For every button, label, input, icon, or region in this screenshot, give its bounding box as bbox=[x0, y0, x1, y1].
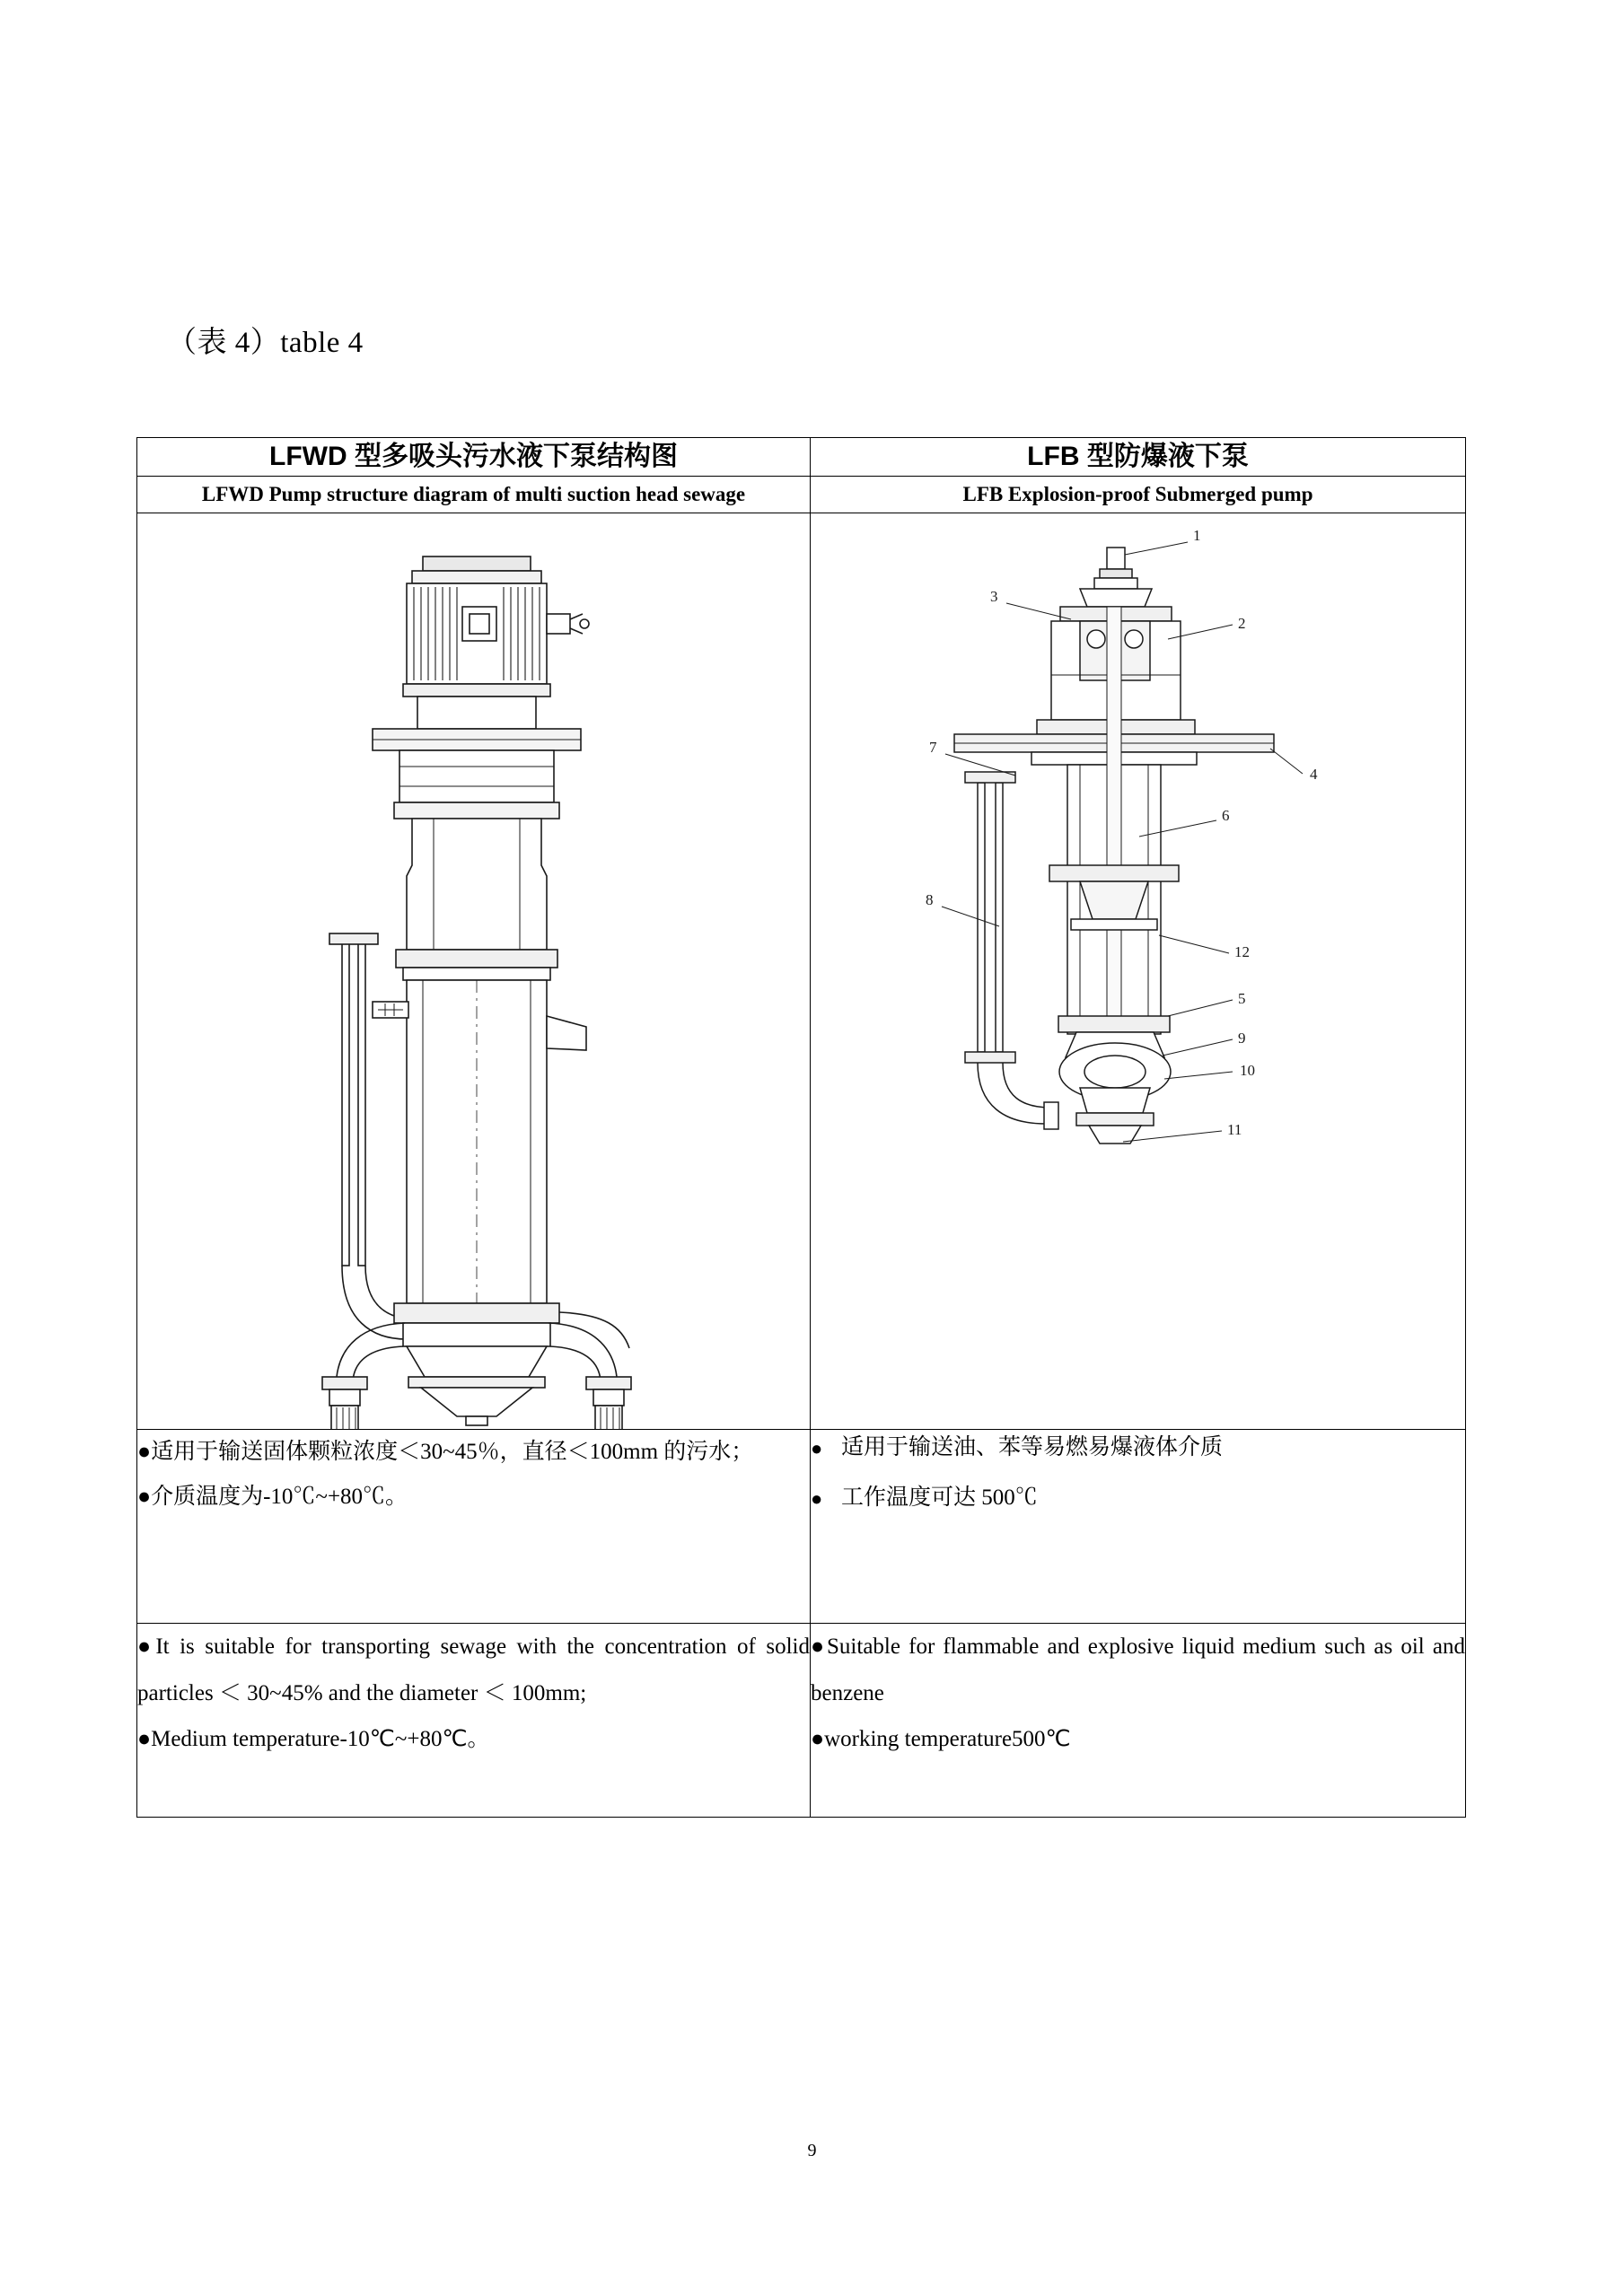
motor-assembly bbox=[403, 556, 589, 729]
mounting-plate bbox=[373, 729, 581, 819]
callout-12: 12 bbox=[1234, 943, 1250, 961]
balance-pipe-left bbox=[965, 772, 1058, 1129]
callout-10: 10 bbox=[1240, 1062, 1255, 1080]
lfwd-pump-structure-diagram bbox=[137, 513, 810, 1429]
table-row-subtitles bbox=[137, 477, 1466, 513]
support-column bbox=[396, 819, 557, 980]
column-2-notes-en bbox=[811, 1624, 1466, 1818]
callout-7: 7 bbox=[929, 739, 937, 757]
note-en-1: ●Suitable for flammable and explosive liquid medium such as oil and benzene bbox=[811, 1634, 1465, 1705]
column-2-title-cn: LFB 型防爆液下泵 bbox=[811, 438, 1466, 477]
column-2-notes-cn bbox=[811, 1430, 1466, 1624]
page-number: 9 bbox=[807, 2141, 817, 2160]
note-en-1: ●It is suitable for transporting sewage with the concentration of solid particles ＜ 30~45% and the diameter ＜ 100mm; bbox=[137, 1634, 810, 1705]
callout-9: 9 bbox=[1238, 1030, 1246, 1047]
note-cn-1: ●适用于输送固体颗粒浓度＜30~45％，直径＜100mm 的污水； bbox=[137, 1440, 754, 1465]
pump-bottom-head bbox=[394, 1303, 559, 1425]
callout-6: 6 bbox=[1222, 807, 1230, 825]
pump-barrel bbox=[373, 980, 586, 1303]
note-cn-2: 工作温度可达 500℃ bbox=[841, 1485, 1038, 1511]
note-cn-2: ●介质温度为-10℃~+80℃。 bbox=[137, 1485, 408, 1510]
table-row-notes-cn bbox=[137, 1430, 1466, 1624]
callout-8: 8 bbox=[926, 891, 934, 909]
top-coupling bbox=[1080, 548, 1152, 607]
table-caption: （表 4）table 4 bbox=[167, 327, 364, 359]
note-en-2: ●working temperature500℃ bbox=[811, 1726, 1071, 1751]
lfb-explosion-proof-submerged-pump-diagram bbox=[811, 513, 1465, 1429]
note-en-2: ●Medium temperature-10℃~+80℃。 bbox=[137, 1726, 490, 1751]
column-1-notes-en bbox=[137, 1624, 811, 1818]
suction-pipe-left bbox=[329, 933, 417, 1339]
column-1-title-cn: LFWD 型多吸头污水液下泵结构图 bbox=[137, 438, 811, 477]
note-cn-1: 适用于输送油、苯等易燃易爆液体介质 bbox=[841, 1435, 1224, 1460]
column-2-figure-cell bbox=[811, 513, 1466, 1430]
bullet-icon: ● bbox=[811, 1437, 823, 1460]
bullet-icon: ● bbox=[811, 1487, 823, 1511]
suction-arm-right bbox=[549, 1323, 631, 1429]
discharge-elbow-right bbox=[559, 1312, 629, 1348]
table-row-titles bbox=[137, 438, 1466, 477]
callout-2: 2 bbox=[1238, 615, 1246, 633]
column-1-title-en: LFWD Pump structure diagram of multi suction head sewage bbox=[137, 477, 811, 513]
suction-arm-left bbox=[322, 1323, 405, 1429]
table-row-figures bbox=[137, 513, 1466, 1430]
callout-3: 3 bbox=[990, 588, 998, 606]
column-2-title-en: LFB Explosion-proof Submerged pump bbox=[811, 477, 1466, 513]
column-1-figure-cell bbox=[137, 513, 811, 1430]
column-1-notes-cn bbox=[137, 1430, 811, 1624]
note-cn-row-1 bbox=[811, 1430, 1465, 1466]
callout-11: 11 bbox=[1227, 1121, 1242, 1139]
callout-4: 4 bbox=[1310, 766, 1318, 784]
callout-5: 5 bbox=[1238, 990, 1246, 1008]
callout-1: 1 bbox=[1193, 527, 1201, 545]
note-cn-row-2 bbox=[811, 1480, 1465, 1516]
comparison-table bbox=[136, 437, 1466, 1818]
pump-casing bbox=[1058, 1016, 1171, 1144]
table-row-notes-en bbox=[137, 1624, 1466, 1818]
